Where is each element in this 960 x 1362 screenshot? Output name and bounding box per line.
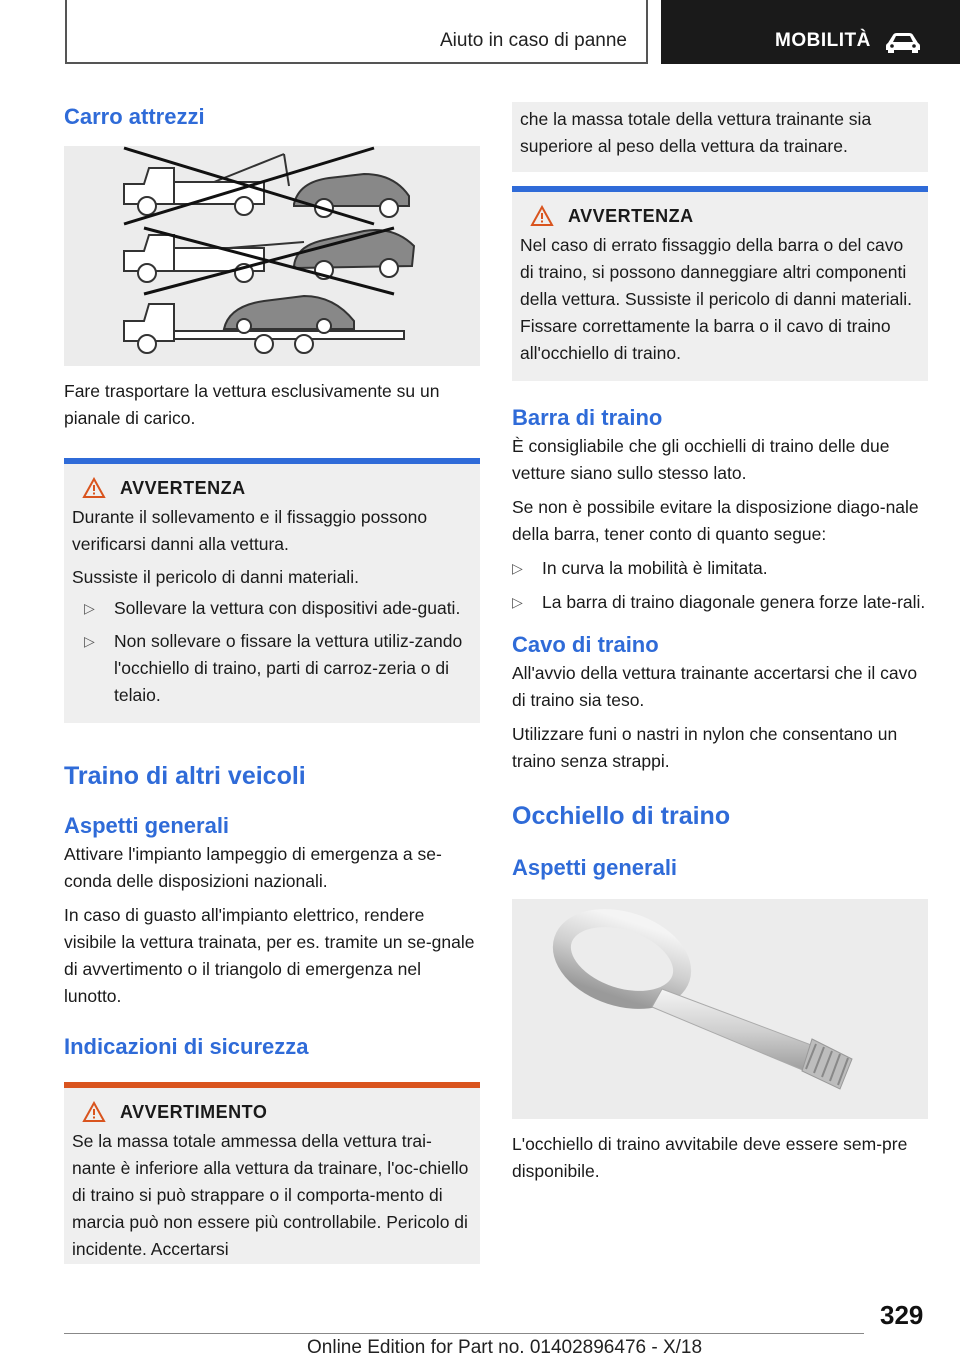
- bullet-triangle-icon: ▷: [512, 560, 523, 576]
- left-column: [64, 102, 480, 1264]
- aspetti-text1: Attivare l'impianto lampeggio di emergenza a se-conda delle disposizioni nazionali.: [64, 844, 442, 891]
- barra-list: [512, 555, 928, 616]
- heading-aspetti-generali-2: Aspetti generali: [512, 855, 678, 880]
- bullet-triangle-icon: ▷: [512, 594, 523, 610]
- list-item: ▷ La barra di traino diagonale genera forze late-rali.: [512, 589, 928, 616]
- warning-box-towbar: [512, 186, 928, 381]
- page-number: 329: [880, 1300, 924, 1330]
- occhiello-text: L'occhiello di traino avvitabile deve essere sem-pre disponibile.: [512, 1134, 908, 1181]
- heading-carro-attrezzi: Carro attrezzi: [64, 104, 205, 129]
- tow-eye-drawing: [512, 899, 928, 1119]
- warning-triangle-icon: [82, 1101, 106, 1123]
- header-section-title: Aiuto in caso di panne: [440, 30, 627, 51]
- heading-indicazioni-sicurezza: Indicazioni di sicurezza: [64, 1034, 309, 1059]
- warning-mass-continued-text: che la massa totale della vettura trainante sia superiore al peso della vettura da trainare.: [520, 109, 872, 156]
- warning-lifting-list: [84, 595, 472, 709]
- car-icon: [884, 30, 922, 54]
- warning-lifting-text1: Durante il sollevamento e il fissaggio possono verificarsi danni alla vettura.: [72, 507, 428, 554]
- heading-cavo-traino: Cavo di traino: [512, 632, 659, 657]
- carro-text: Fare trasportare la vettura esclusivamente su un pianale di carico.: [64, 381, 440, 428]
- aspetti-text2: In caso di guasto all'impianto elettrico, rendere visibile la vettura trainata, per es. tramite un se-gnale di avvertimento o il triangolo di emergenza nel lunotto.: [64, 905, 475, 1006]
- warning-title-towbar: [520, 204, 920, 228]
- warning-title-text: AVVERTENZA: [568, 206, 694, 226]
- warning-title-lifting: [72, 476, 472, 500]
- cavo-text1: All'avvio della vettura trainante accertarsi che il cavo di traino sia teso.: [512, 663, 918, 710]
- footer-edition: Online Edition for Part no. 01402896476 - X/18: [307, 1337, 703, 1358]
- barra-text1: È consigliabile che gli occhielli di traino delle due vetture siano sullo stesso lato.: [512, 436, 890, 483]
- warning-box-lifting: [64, 458, 480, 723]
- list-item: ▷ In curva la mobilità è limitata.: [512, 555, 928, 582]
- heading-traino-altri-veicoli: Traino di altri veicoli: [64, 762, 306, 790]
- list-item: ▷ Non sollevare o fissare la vettura utiliz-zando l'occhiello di traino, parti di carroz-zeria o di telaio.: [84, 628, 472, 709]
- tow-eye-illustration: [512, 899, 928, 1119]
- warning-title-text: AVVERTENZA: [120, 478, 246, 498]
- right-column: [512, 102, 928, 1185]
- warning-mass-text: Se la massa totale ammessa della vettura trai-nante è inferiore alla vettura da trainare, l'oc-chiello di traino si può strappare o il comporta-mento di marcia può non essere più controllabile. Pericolo di incidente. Accertarsi: [72, 1131, 469, 1259]
- cavo-text2: Utilizzare funi o nastri in nylon che consentano un traino senza strappi.: [512, 724, 898, 771]
- footer-divider: [64, 1333, 864, 1334]
- heading-barra-traino: Barra di traino: [512, 405, 663, 430]
- warning-title-mass: [72, 1100, 472, 1124]
- header-chapter-title: MOBILITÀ: [775, 30, 871, 51]
- warning-title-text: AVVERTIMENTO: [120, 1102, 268, 1122]
- list-item: ▷ Sollevare la vettura con dispositivi ade-guati.: [84, 595, 472, 622]
- warning-towbar-text: Nel caso di errato fissaggio della barra o del cavo di traino, si possono danneggiare altri componenti della vettura. Sussiste il pericolo di danni materiali. Fissare correttamente la barra o il cavo di traino all'occhiello di traino.: [520, 235, 912, 363]
- warning-triangle-icon: [82, 477, 106, 499]
- warning-box-mass: [64, 1082, 480, 1264]
- heading-occhiello-traino: Occhiello di traino: [512, 802, 731, 830]
- warning-box-mass-continued: [512, 102, 928, 172]
- barra-text2: Se non è possibile evitare la disposizione diago-nale della barra, tener conto di quanto segue:: [512, 497, 919, 544]
- warning-triangle-icon: [530, 205, 554, 227]
- bullet-triangle-icon: ▷: [84, 633, 95, 649]
- tow-truck-drawing: [64, 146, 480, 366]
- tow-truck-illustration: [64, 146, 480, 366]
- warning-lifting-text2: Sussiste il pericolo di danni materiali.: [72, 567, 359, 587]
- bullet-triangle-icon: ▷: [84, 600, 95, 616]
- heading-aspetti-generali: Aspetti generali: [64, 813, 230, 838]
